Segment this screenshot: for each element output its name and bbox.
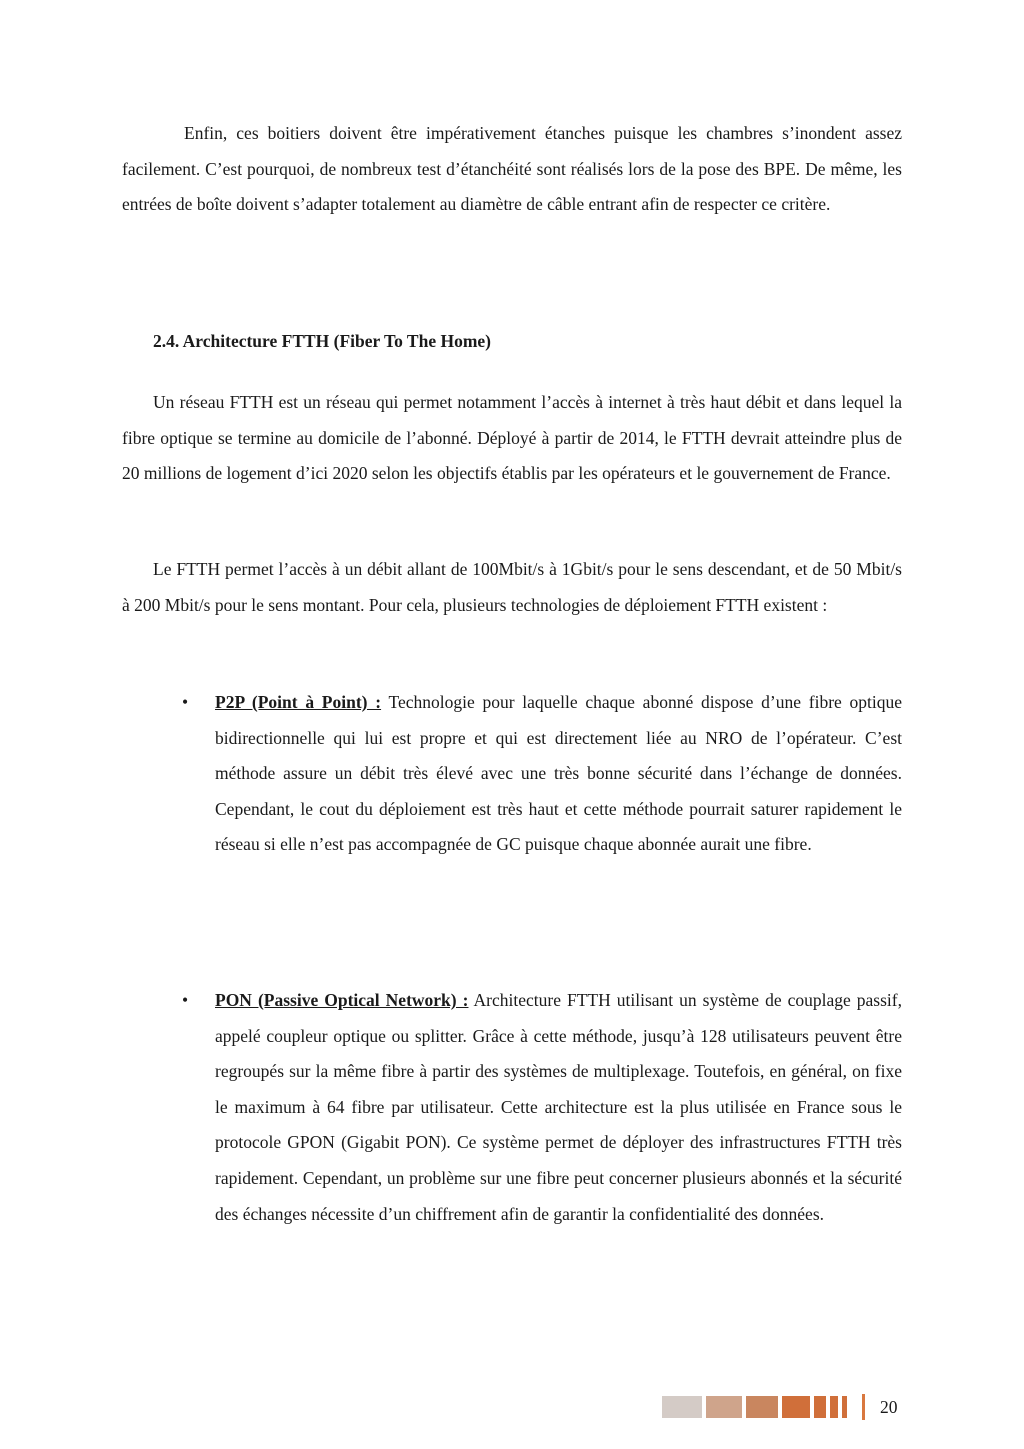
footer-block: [842, 1396, 847, 1418]
bullet-pon-body: Architecture FTTH utilisant un système de couplage passif, appelé coupleur optique ou splitter. Grâce à cette méthode, jusqu’à 128 utilisateurs peuvent être regroupés sur la même fibre à partir des systèmes de multiplexage. Toutefois, en général, on fixe le maximum à 64 fibre par utilisateur. Cette architecture est la plus utilisée en France sous le protocole GPON (Gigabit PON). Ce système permet de déployer des infrastructures FTTH très rapidement. Cependant, un problème sur une fibre peut concerner plusieurs abonnés et la sécurité des échanges nécessite d’un chiffrement afin de garantir la confidentialité des données.: [215, 990, 902, 1224]
bullet-dot-icon: •: [182, 692, 189, 712]
footer-block: [746, 1396, 778, 1418]
intro-paragraph: Enfin, ces boitiers doivent être impérativement étanches puisque les chambres s’inondent assez facilement. C’est pourquoi, de nombreux test d’étanchéité sont réalisés lors de la pose des BPE. De même, les entrées de boîte doivent s’adapter totalement au diamètre de câble entrant afin de respecter ce critère.: [122, 123, 902, 215]
footer-block: [782, 1396, 810, 1418]
bullet-p2p-term: P2P (Point à Point) :: [215, 692, 382, 712]
bullet-dot-icon: •: [182, 990, 189, 1010]
footer-block: [706, 1396, 742, 1418]
ftth-bitrate-paragraph: Le FTTH permet l’accès à un débit allant de 100Mbit/s à 1Gbit/s pour le sens descendant, et de 50 Mbit/s à 200 Mbit/s pour le sens montant. Pour cela, plusieurs technologies de déploiement FTTH existent :: [122, 559, 902, 615]
page-number: 20: [880, 1397, 898, 1417]
bullet-pon-term: PON (Passive Optical Network) :: [215, 990, 469, 1010]
footer-block: [662, 1396, 702, 1418]
document-page: [122, 0, 902, 1449]
footer-block: [814, 1396, 826, 1418]
bullet-p2p-text: [215, 685, 902, 863]
footer-block: [830, 1396, 838, 1418]
bullet-pon-text: [215, 983, 902, 1232]
bullet-p2p-body: Technologie pour laquelle chaque abonné dispose d’une fibre optique bidirectionnelle qui lui est propre et qui est directement liée au NRO de l’opérateur. C’est méthode assure un débit très élevé avec une très bonne sécurité dans l’échange de données. Cependant, le cout du déploiement est très haut et cette méthode pourrait saturer rapidement le réseau si elle n’est pas accompagnée de GC puisque chaque abonnée aurait une fibre.: [215, 692, 903, 855]
section-heading: 2.4. Architecture FTTH (Fiber To The Home): [153, 331, 491, 351]
ftth-definition-paragraph: Un réseau FTTH est un réseau qui permet notamment l’accès à internet à très haut débit et dans lequel la fibre optique se termine au domicile de l’abonné. Déployé à partir de 2014, le FTTH devrait atteindre plus de 20 millions de logement d’ici 2020 selon les objectifs établis par les opérateurs et le gouvernement de France.: [122, 392, 902, 484]
footer-separator: [862, 1394, 865, 1420]
footer-decoration: [662, 1396, 851, 1418]
